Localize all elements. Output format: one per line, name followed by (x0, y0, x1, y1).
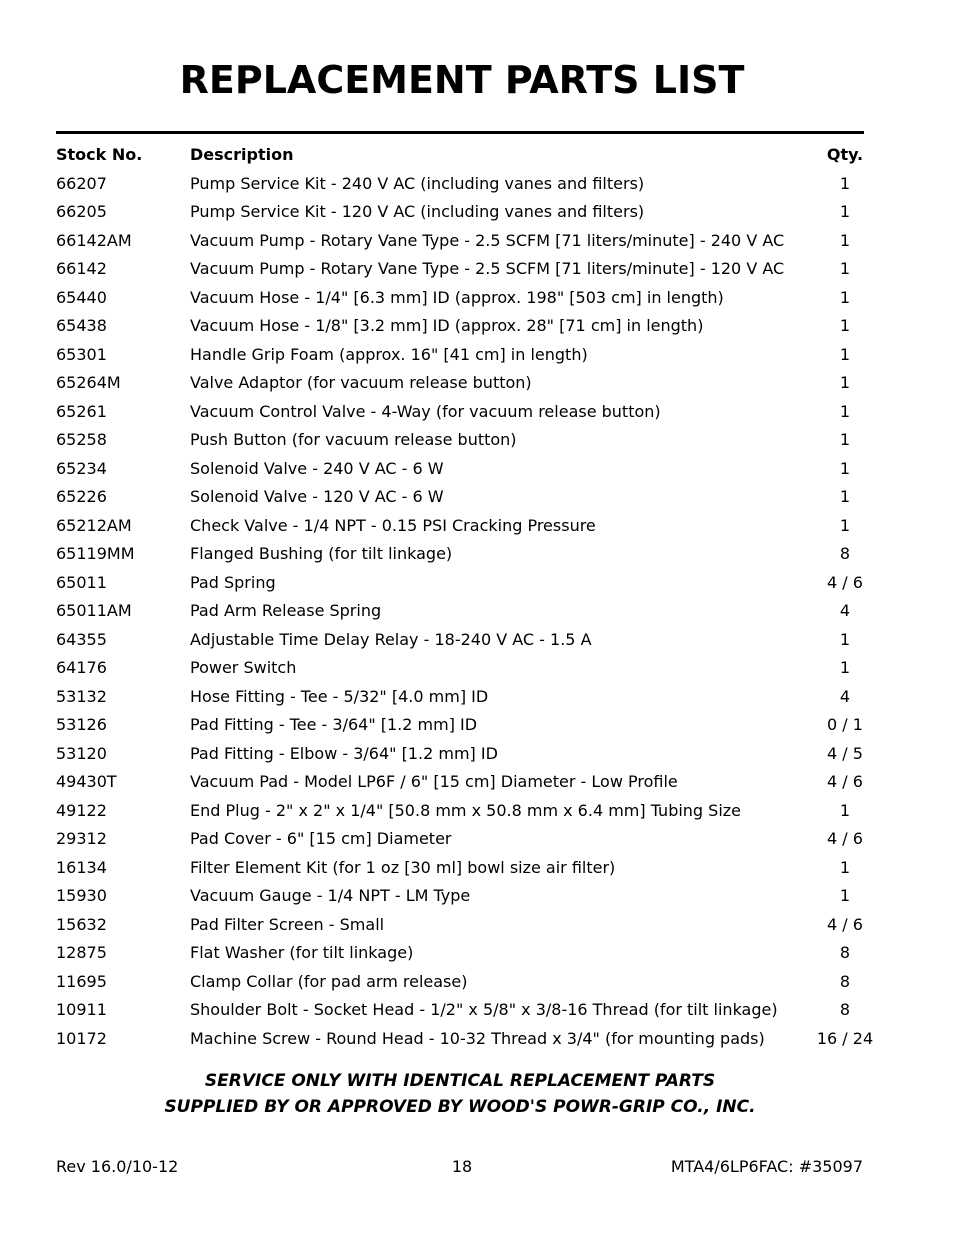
table-row (0, 540, 954, 569)
description-cell: Pad Spring (190, 572, 276, 592)
description-cell: Check Valve - 1/4 NPT - 0.15 PSI Cracking Pressure (190, 515, 596, 535)
table-row (0, 198, 954, 227)
table-row (0, 170, 954, 199)
table-row (0, 227, 954, 256)
table-row (0, 654, 954, 683)
stock-number-cell: 16134 (56, 857, 107, 877)
quantity-cell: 4 / 6 (827, 829, 863, 848)
stock-number-cell: 53120 (56, 743, 107, 763)
title-divider (56, 131, 864, 134)
service-notice (0, 1068, 920, 1120)
stock-number-cell: 49122 (56, 800, 107, 820)
stock-number-cell: 64176 (56, 658, 107, 677)
table-row (0, 825, 954, 854)
quantity-cell: 1 (839, 430, 851, 449)
description-cell: Adjustable Time Delay Relay - 18-240 V AC - 1.5 A (190, 629, 592, 649)
stock-number-cell: 65226 (56, 487, 107, 506)
description-cell: Pad Fitting - Tee - 3/64" [1.2 mm] ID (190, 715, 478, 734)
stock-number-cell: 10911 (56, 1000, 107, 1019)
stock-number-cell: 53132 (56, 686, 107, 706)
service-notice-line-2: SUPPLIED BY OR APPROVED BY WOOD'S POWR-GRIP CO., INC. (164, 1097, 756, 1117)
quantity-cell: 1 (839, 857, 851, 877)
description-cell: Pad Fitting - Elbow - 3/64" [1.2 mm] ID (190, 743, 498, 763)
table-row (0, 996, 954, 1025)
quantity-cell: 8 (839, 1000, 851, 1019)
quantity-cell: 1 (839, 800, 851, 820)
quantity-cell: 8 (839, 544, 851, 563)
stock-number-cell: 65234 (56, 458, 107, 478)
quantity-cell: 1 (839, 230, 851, 250)
parts-table (0, 141, 954, 1053)
quantity-cell: 4 / 6 (827, 772, 863, 791)
table-row (0, 740, 954, 769)
stock-number-cell: 66142AM (56, 230, 132, 250)
quantity-cell: 4 (839, 686, 851, 706)
table-row (0, 768, 954, 797)
table-row (0, 341, 954, 370)
table-row (0, 455, 954, 484)
header-description: Description (190, 145, 294, 164)
description-cell: Flanged Bushing (for tilt linkage) (190, 544, 453, 563)
page-title: REPLACEMENT PARTS LIST (179, 58, 745, 102)
description-cell: Pump Service Kit - 240 V AC (including vanes and filters) (190, 173, 645, 193)
quantity-cell: 0 / 1 (827, 715, 863, 734)
description-cell: Solenoid Valve - 120 V AC - 6 W (190, 487, 444, 506)
quantity-cell: 1 (839, 515, 851, 535)
quantity-cell: 1 (839, 173, 851, 193)
stock-number-cell: 65258 (56, 430, 107, 449)
description-cell: Vacuum Pump - Rotary Vane Type - 2.5 SCFM [71 liters/minute] - 120 V AC (190, 259, 785, 278)
quantity-cell: 8 (839, 971, 851, 991)
stock-number-cell: 65264M (56, 373, 121, 392)
quantity-cell: 1 (839, 629, 851, 649)
description-cell: Clamp Collar (for pad arm release) (190, 971, 468, 991)
table-row (0, 683, 954, 712)
table-row (0, 797, 954, 826)
header-stock-number: Stock No. (56, 145, 143, 164)
quantity-cell: 1 (839, 316, 851, 335)
footer-revision: Rev 16.0/10-12 (56, 1157, 179, 1176)
stock-number-cell: 65440 (56, 287, 107, 307)
quantity-cell: 1 (839, 458, 851, 478)
quantity-cell: 4 / 6 (827, 914, 863, 934)
quantity-cell: 1 (839, 287, 851, 307)
description-cell: Hose Fitting - Tee - 5/32" [4.0 mm] ID (190, 686, 489, 706)
stock-number-cell: 15930 (56, 886, 107, 905)
stock-number-cell: 65011 (56, 572, 107, 592)
table-row (0, 854, 954, 883)
stock-number-cell: 65011AM (56, 601, 132, 620)
description-cell: Push Button (for vacuum release button) (190, 430, 517, 449)
description-cell: End Plug - 2" x 2" x 1/4" [50.8 mm x 50.8 mm x 6.4 mm] Tubing Size (190, 800, 742, 820)
table-row (0, 483, 954, 512)
table-row (0, 255, 954, 284)
stock-number-cell: 66142 (56, 259, 107, 278)
quantity-cell: 1 (839, 202, 851, 221)
stock-number-cell: 66207 (56, 173, 107, 193)
stock-number-cell: 64355 (56, 629, 107, 649)
table-row (0, 569, 954, 598)
description-cell: Pump Service Kit - 120 V AC (including vanes and filters) (190, 202, 645, 221)
quantity-cell: 1 (839, 487, 851, 506)
table-row (0, 369, 954, 398)
quantity-cell: 1 (839, 886, 851, 905)
table-row (0, 597, 954, 626)
description-cell: Filter Element Kit (for 1 oz [30 ml] bowl size air filter) (190, 857, 616, 877)
quantity-cell: 1 (839, 259, 851, 278)
description-cell: Pad Filter Screen - Small (190, 914, 385, 934)
table-row (0, 626, 954, 655)
stock-number-cell: 65119MM (56, 544, 135, 563)
table-row (0, 882, 954, 911)
description-cell: Pad Cover - 6" [15 cm] Diameter (190, 829, 452, 848)
description-cell: Vacuum Pump - Rotary Vane Type - 2.5 SCFM [71 liters/minute] - 240 V AC (190, 230, 785, 250)
description-cell: Vacuum Control Valve - 4-Way (for vacuum release button) (190, 401, 661, 421)
description-cell: Pad Arm Release Spring (190, 601, 382, 620)
stock-number-cell: 53126 (56, 715, 107, 734)
stock-number-cell: 66205 (56, 202, 107, 221)
description-cell: Solenoid Valve - 240 V AC - 6 W (190, 458, 444, 478)
stock-number-cell: 15632 (56, 914, 107, 934)
quantity-cell: 1 (839, 401, 851, 421)
description-cell: Machine Screw - Round Head - 10-32 Thread x 3/4" (for mounting pads) (190, 1028, 765, 1048)
description-cell: Vacuum Hose - 1/4" [6.3 mm] ID (approx. 198" [503 cm] in length) (190, 287, 724, 307)
quantity-cell: 8 (839, 943, 851, 962)
quantity-cell: 4 / 5 (827, 743, 863, 763)
stock-number-cell: 10172 (56, 1028, 107, 1048)
description-cell: Shoulder Bolt - Socket Head - 1/2" x 5/8" x 3/8-16 Thread (for tilt linkage) (190, 1000, 778, 1019)
stock-number-cell: 65261 (56, 401, 107, 421)
service-notice-line-1: SERVICE ONLY WITH IDENTICAL REPLACEMENT PARTS (204, 1071, 716, 1091)
quantity-cell: 4 (839, 601, 851, 620)
stock-number-cell: 12875 (56, 943, 107, 962)
footer-page-number: 18 (451, 1157, 473, 1176)
table-row (0, 398, 954, 427)
table-row (0, 968, 954, 997)
table-row (0, 426, 954, 455)
description-cell: Power Switch (190, 658, 297, 677)
stock-number-cell: 65438 (56, 316, 107, 335)
stock-number-cell: 49430T (56, 772, 117, 791)
table-body (0, 170, 954, 1054)
stock-number-cell: 65301 (56, 344, 107, 364)
stock-number-cell: 29312 (56, 829, 107, 848)
footer-document-id: MTA4/6LP6FAC: #35097 (670, 1157, 863, 1176)
table-row (0, 512, 954, 541)
stock-number-cell: 11695 (56, 971, 107, 991)
table-row (0, 711, 954, 740)
table-row (0, 939, 954, 968)
table-row (0, 911, 954, 940)
description-cell: Vacuum Hose - 1/8" [3.2 mm] ID (approx. 28" [71 cm] in length) (190, 316, 704, 335)
stock-number-cell: 65212AM (56, 515, 132, 535)
description-cell: Vacuum Gauge - 1/4 NPT - LM Type (190, 886, 471, 905)
description-cell: Vacuum Pad - Model LP6F / 6" [15 cm] Diameter - Low Profile (190, 772, 678, 791)
quantity-cell: 4 / 6 (827, 572, 863, 592)
description-cell: Valve Adaptor (for vacuum release button) (190, 373, 532, 392)
quantity-cell: 1 (839, 344, 851, 364)
description-cell: Handle Grip Foam (approx. 16" [41 cm] in length) (190, 344, 588, 364)
quantity-cell: 1 (839, 373, 851, 392)
table-row (0, 1025, 954, 1054)
table-header-row (0, 141, 954, 170)
table-row (0, 312, 954, 341)
quantity-cell: 16 / 24 (816, 1028, 874, 1048)
description-cell: Flat Washer (for tilt linkage) (190, 943, 414, 962)
table-row (0, 284, 954, 313)
header-quantity: Qty. (826, 145, 864, 164)
quantity-cell: 1 (839, 658, 851, 677)
